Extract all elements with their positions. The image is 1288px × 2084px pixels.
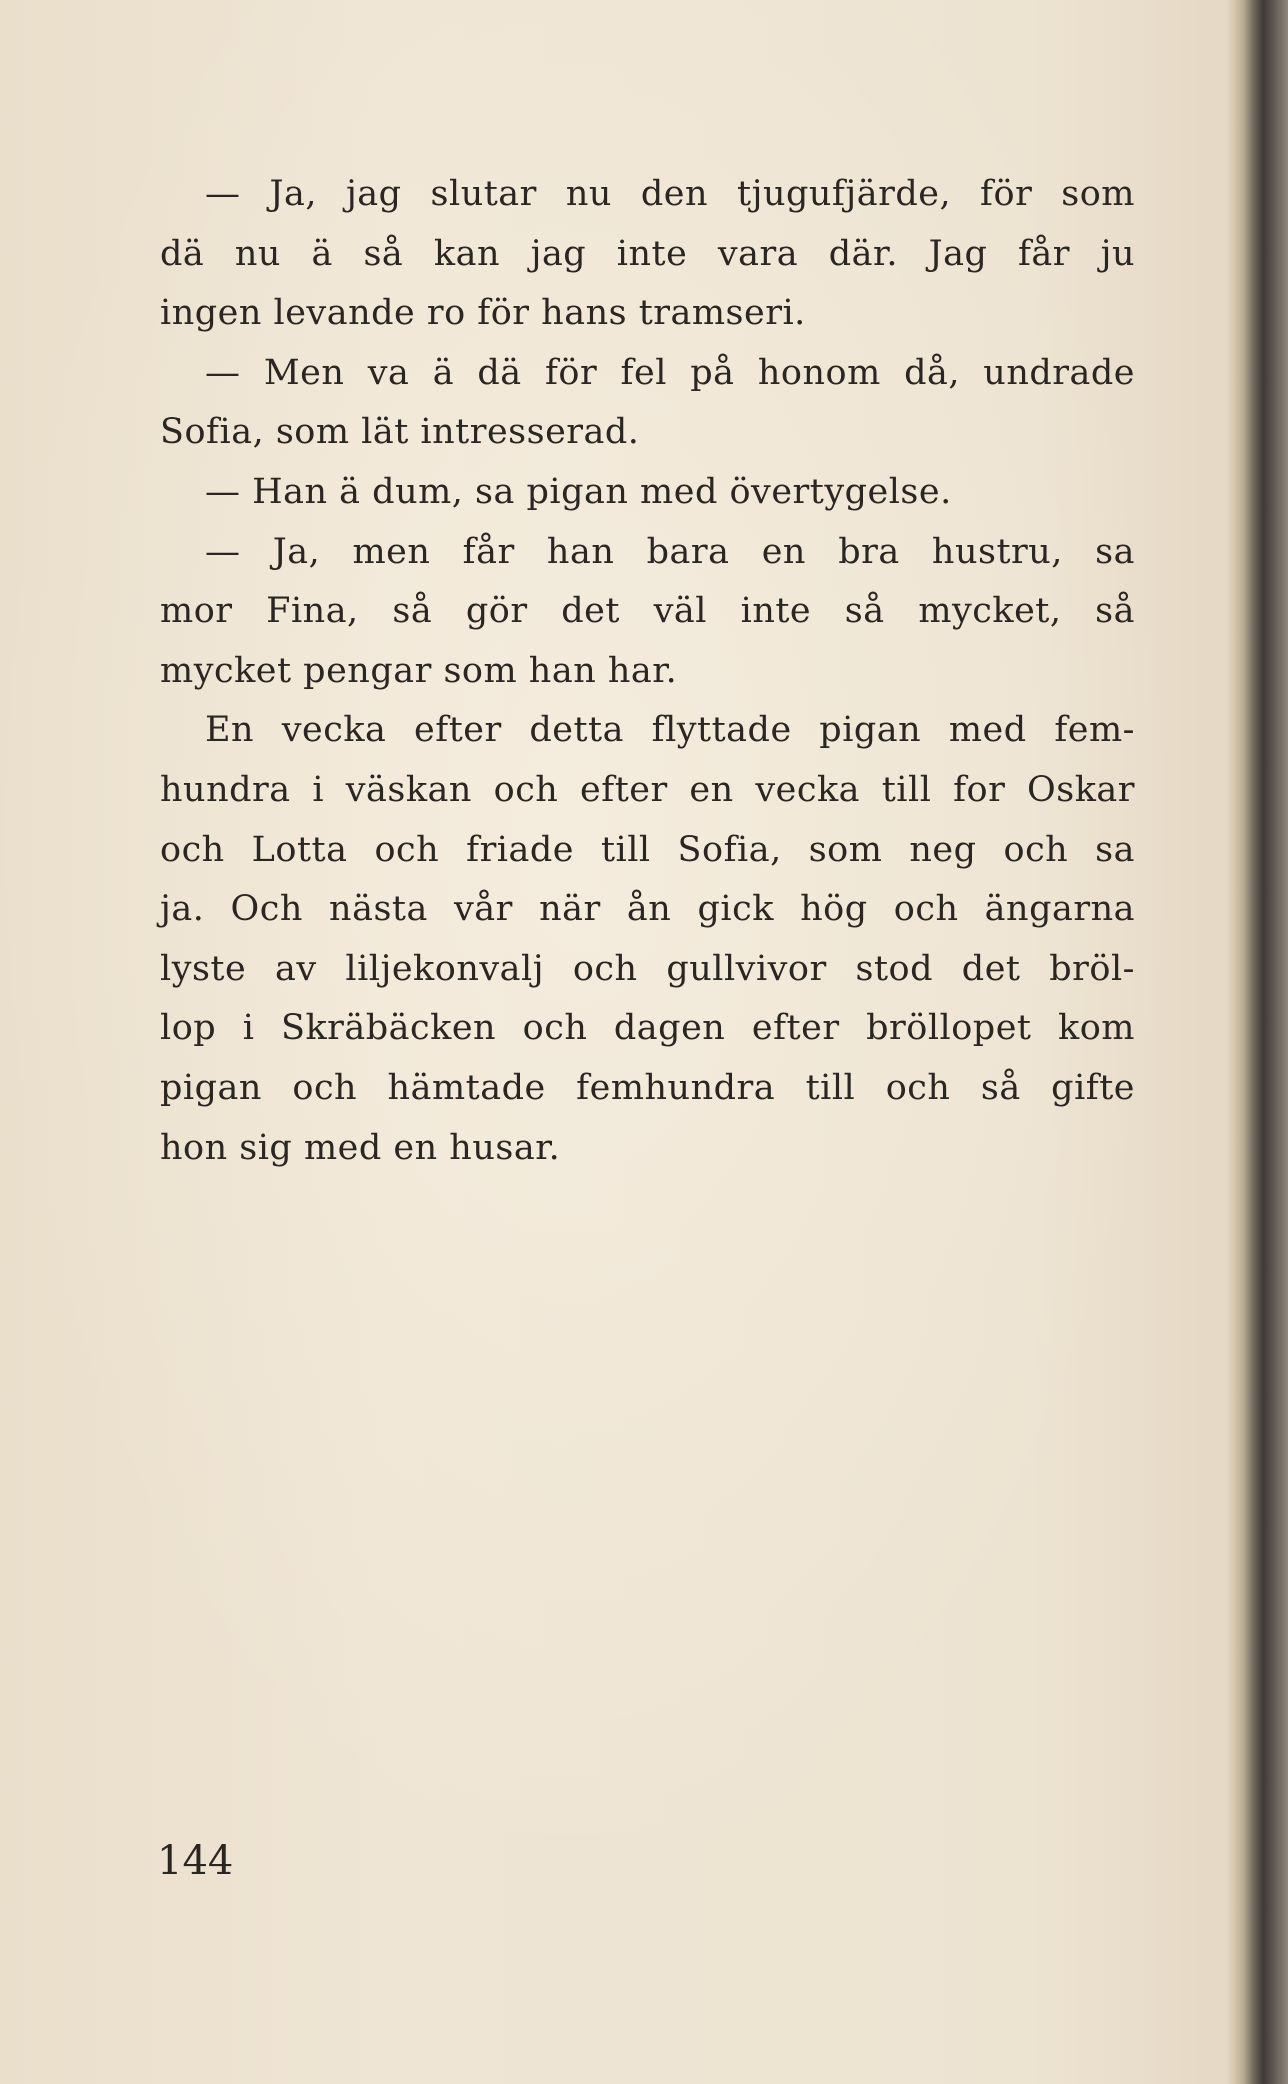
text-line: En vecka efter detta flyttade pigan med fem- xyxy=(205,710,1135,751)
text-line: mor Fina, så gör det väl inte så mycket, så xyxy=(160,591,1135,632)
text-line: — Ja, jag slutar nu den tjugufjärde, för som xyxy=(205,174,1135,214)
text-line: lop i Skräbäcken och dagen efter bröllopet kom xyxy=(160,1008,1135,1049)
body-text xyxy=(160,165,1135,1178)
text-line: — Men va ä dä för fel på honom då, undrade xyxy=(205,352,1135,393)
page-number: 144 xyxy=(157,1838,234,1884)
text-line: hon sig med en husar. xyxy=(160,1127,561,1168)
text-line: — Ja, men får han bara en bra hustru, sa xyxy=(205,531,1135,572)
text-line: ingen levande ro för hans tramseri. xyxy=(160,293,806,334)
text-line: ja. Och nästa vår när ån gick hög och ängarna xyxy=(160,889,1135,930)
text-line: — Han ä dum, sa pigan med övertygelse. xyxy=(205,471,952,512)
text-line: hundra i väskan och efter en vecka till for Oskar xyxy=(160,769,1135,810)
text-line: Sofia, som lät intresserad. xyxy=(160,412,640,453)
text-line: mycket pengar som han har. xyxy=(160,650,678,691)
book-spine-shadow xyxy=(1226,0,1288,2084)
text-line: dä nu ä så kan jag inte vara där. Jag får ju xyxy=(160,233,1135,274)
text-line: och Lotta och friade till Sofia, som neg och sa xyxy=(160,829,1135,870)
text-line: lyste av liljekonvalj och gullvivor stod det bröl- xyxy=(160,948,1135,989)
text-line: pigan och hämtade femhundra till och så gifte xyxy=(160,1067,1135,1108)
